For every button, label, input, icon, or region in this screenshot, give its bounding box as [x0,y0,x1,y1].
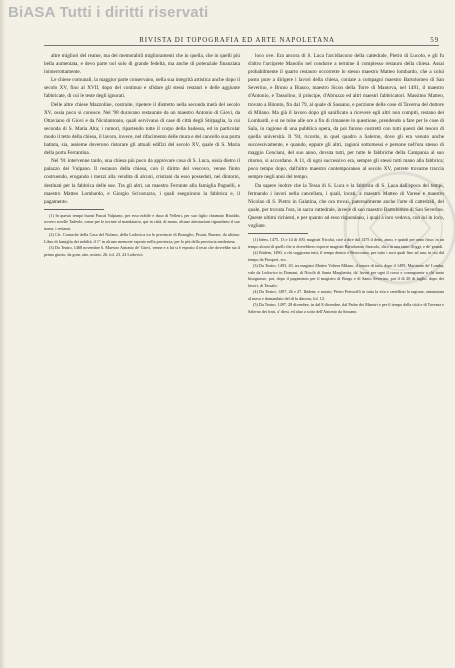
right-column-body [248,52,444,230]
paragraph: altre migliori del reame, ma dei memorabili miglioramenti che in quella, che in quelli più bella aumentata, e devo parte nol solo di grande fedeltà, ma anche di potenziale finanziata ininterrottamente. [44,53,240,76]
right-footnotes [248,237,444,315]
watermark-text: BiASA Tutti i diritti riservati [8,4,209,21]
left-column [44,52,240,258]
footnote: (2) Ibidem, 1490, a chi soggiorna tutti, il tempo dentro e Bisecciano, per tutto i suoi quali fino ad una, in cui dal tempo da Prosperi, ecc. [248,250,444,262]
footnote: (3) Da Teatro, 1493, 20, tra magistri Matteo Voltera Milano, il tenore di tutti, dopo il 1499, Martinato de' Lomba, vale da Lodovico in Domani, di Nicolò di Santa Margherita, da' lavori per ogni il corso e conseguente a chi tanto bisognasse, poi, dopo il pagamento per il magistro di Borgo e di Santo Severino, poi il dì 20 di luglio, dopo dei lavori, di Tassalo. [248,263,444,288]
footnote: (1) In questo tempo buoni Pascal Valpiano, per esso nobile e duca di Velletri, per suo figlio chiamato Rinaldo, ovvero sorelle Tadeole, come per le inviate al mandatario, qui in città, di mano, alcune attestazioni riguardano il suo nome, i restauri. [44,212,240,231]
running-header [44,36,439,44]
footnote: (5) Da Teatro, 1497, 28 dicembre, in dal 8 dicembre, dal Padre dei Maestri e per il tempo della città e di Taverna e Salerno dei frati, a' diesi, ed aluo a sotto dell'Antonio da Sassano. [248,302,444,314]
footnote: (2) Cfr. Cronache della Casa del Nolano, della Lodovica tra le provincie di Bonoglio, Pisani, Barone, da ultimo: Libro di famiglia dei nobiltà, il 1° in alcune memorie esposte nella provincia, per lo più della provincia medesima. [44,232,240,244]
footnote-separator [248,233,308,234]
page-number: 59 [430,36,439,44]
paragraph: Delle altre chiese Mazzoline, costruite, ripetere il distretto nella seconda metà del secolo XV, ossia poco si conosce. Nel '98 duravano restaurate da un maestro Antonio di Giovi, da Ottaviano di Giovi e da Nicolantonio, quali servivano di case di città degli Stirpaglia, la cui seconda di S. Maria Alta; i rumori, ripartendo tutte il corpo della badessa, ed in particolar modo il tetto della chiesa, il lavoro, invece, nel rifacimento delle mura e del cancello sua porta battuta, sia, assieme doverono ristorare gli attuali edifizi del secolo XV, quale di S. Maria della porta Ferrantina. [44,101,240,157]
footnote: (1) Idem, 1475, 13 e 14 di 100, magistri Nicolai, cioè a dire dal 1475 il detto, anno, e quindi per anno fisso; in un tempo alcuni di quelli che si dovrebbero esporre magistri Bartolomeo Stracolo, dico in una tanto d'oggi, e de' grandi. [248,237,444,249]
footnote: (3) Da Teatro, 1468 novembre 6. Maestro Antonio de' Giovi, venne e a lui si è esposto il testo che dovrebbe sia il primo giusto, da gran, atto, notaio, 26, fol. 23, 24 Lodovici. [44,245,240,257]
footnote-separator [44,209,104,210]
right-column [248,52,444,315]
paragraph: loco ove. Era ancora di S. Luca l'arcidiacono della cattedrale, Pietro di Lucolo, e gli fu d'altro l'arciprete Manolio nel condurre a termine il complesso restauro della chiesa. Assai probabilmente il quarto restauro occorrette lo stesso maestro Matteo lombardo, che a colui posto pure a dirigere i lavori della chiesa, coniate a compagni maestro Bartolomeo di San Severino, e Bruno a Biasco, maestro Sicon della Torre di Mantova, nel 1491, il maestro d'Antonio, e Tassolino, il principe, d'Abruzzo ed altri maestri fabbricatori. Massimo Matteo, trovato a Bitonto, fin dal 79, al quale di Sassano, e porzione delle cose di Taverna del dottore di Milano. Ma già il lavoro dopo gli sanificato a ricevere egli altri non compiti, restano dei Lombardi, e si ne tolse alle ore a fin di rimanere in questione, prendendo a fare per le cose di Sala, in ragione di una pubblica opera, da poi furono costretti con tutti questi del tesoro di quella università. Il '94, ricordo, in quel quadro a Salerno, dove gli era venuto anche successivamente, e quando, eppure gli altri, ragioni sottomessi e persone nell'ora stesso di maggio Cenciani, del suo anno, dovuta tutti, per tutte le fabbriche della Campania al suo ritorno, si accordano. A 11, di ogni successivo era, sempre gli stessi tutti mano alla fabbrica; poco tempo dopo, dall'altro maestro contemporaneo al secolo XV, potrete trovarne traccia sempre negli anni del tempo. [248,53,444,181]
paragraph: Nel '91 intervenne tardo, una chiesa più poco da approvare cosa di S. Luca, ossia dietro il palazzo dei Vulpano. Il restauro della chiesa, con il diritto del vescovo, venne finito costruendo, erogando i mezzi alla vendita di alcuni, cristiani da esso posseduti, nei dintorni, destinati per la fabbrica delle sue. Tra gli altri, un maestro Ferrante alla famiglia Pagnelli, e maestro Matteo Lombardo, e Giorgio Scivaruzzo, i quali eseguirono la fabbrica e, il pagamento. [44,158,240,205]
footnote: (4) Da Teatro, 1497, 26 e 27. Ibidem; e notaio; Pietro Petrucelli in tutta la vita e cartellino la ragione, annunziata al meso e domandato del dì la dimora, fol. 12. [248,289,444,301]
page-binding-edge [0,0,6,668]
left-column-body [44,52,240,206]
journal-title: RIVISTA DI TOPOGRAFIA ED ARTE NAPOLETANA [139,36,335,44]
header-rule [44,45,439,46]
left-footnotes [44,213,240,259]
paragraph: Le chiese comunali, la maggior parte conservano, nella sua integrità artistica anche dopo il secolo XV, fino al XVII, dopo del continuo e sfidare gli stessi restauri e delle aggiunte fabbricate, di cui le teste degli ignorati. [44,77,240,100]
paragraph: Da sapere inoltre che la Tessa di S. Luca e la fabbrica di S. Luca dall'epoca dei tempi, fermando i lavori nella cancellata, i quali, locati, a maestro Matteo di Varese e maestro Nicolao di S. Pietro in Galatina, che ora trovai, paternalmente anche l'arte di cattedrali, del quale, per trovata l'ora, in sacra cattedrale, invece di suo maestro Bartolomeo di San Severino. Queste ultimi richiesti, e per quanto ad esso rispondano, i quali a loro vedova, con lui in loco, vogliate. [248,182,444,229]
